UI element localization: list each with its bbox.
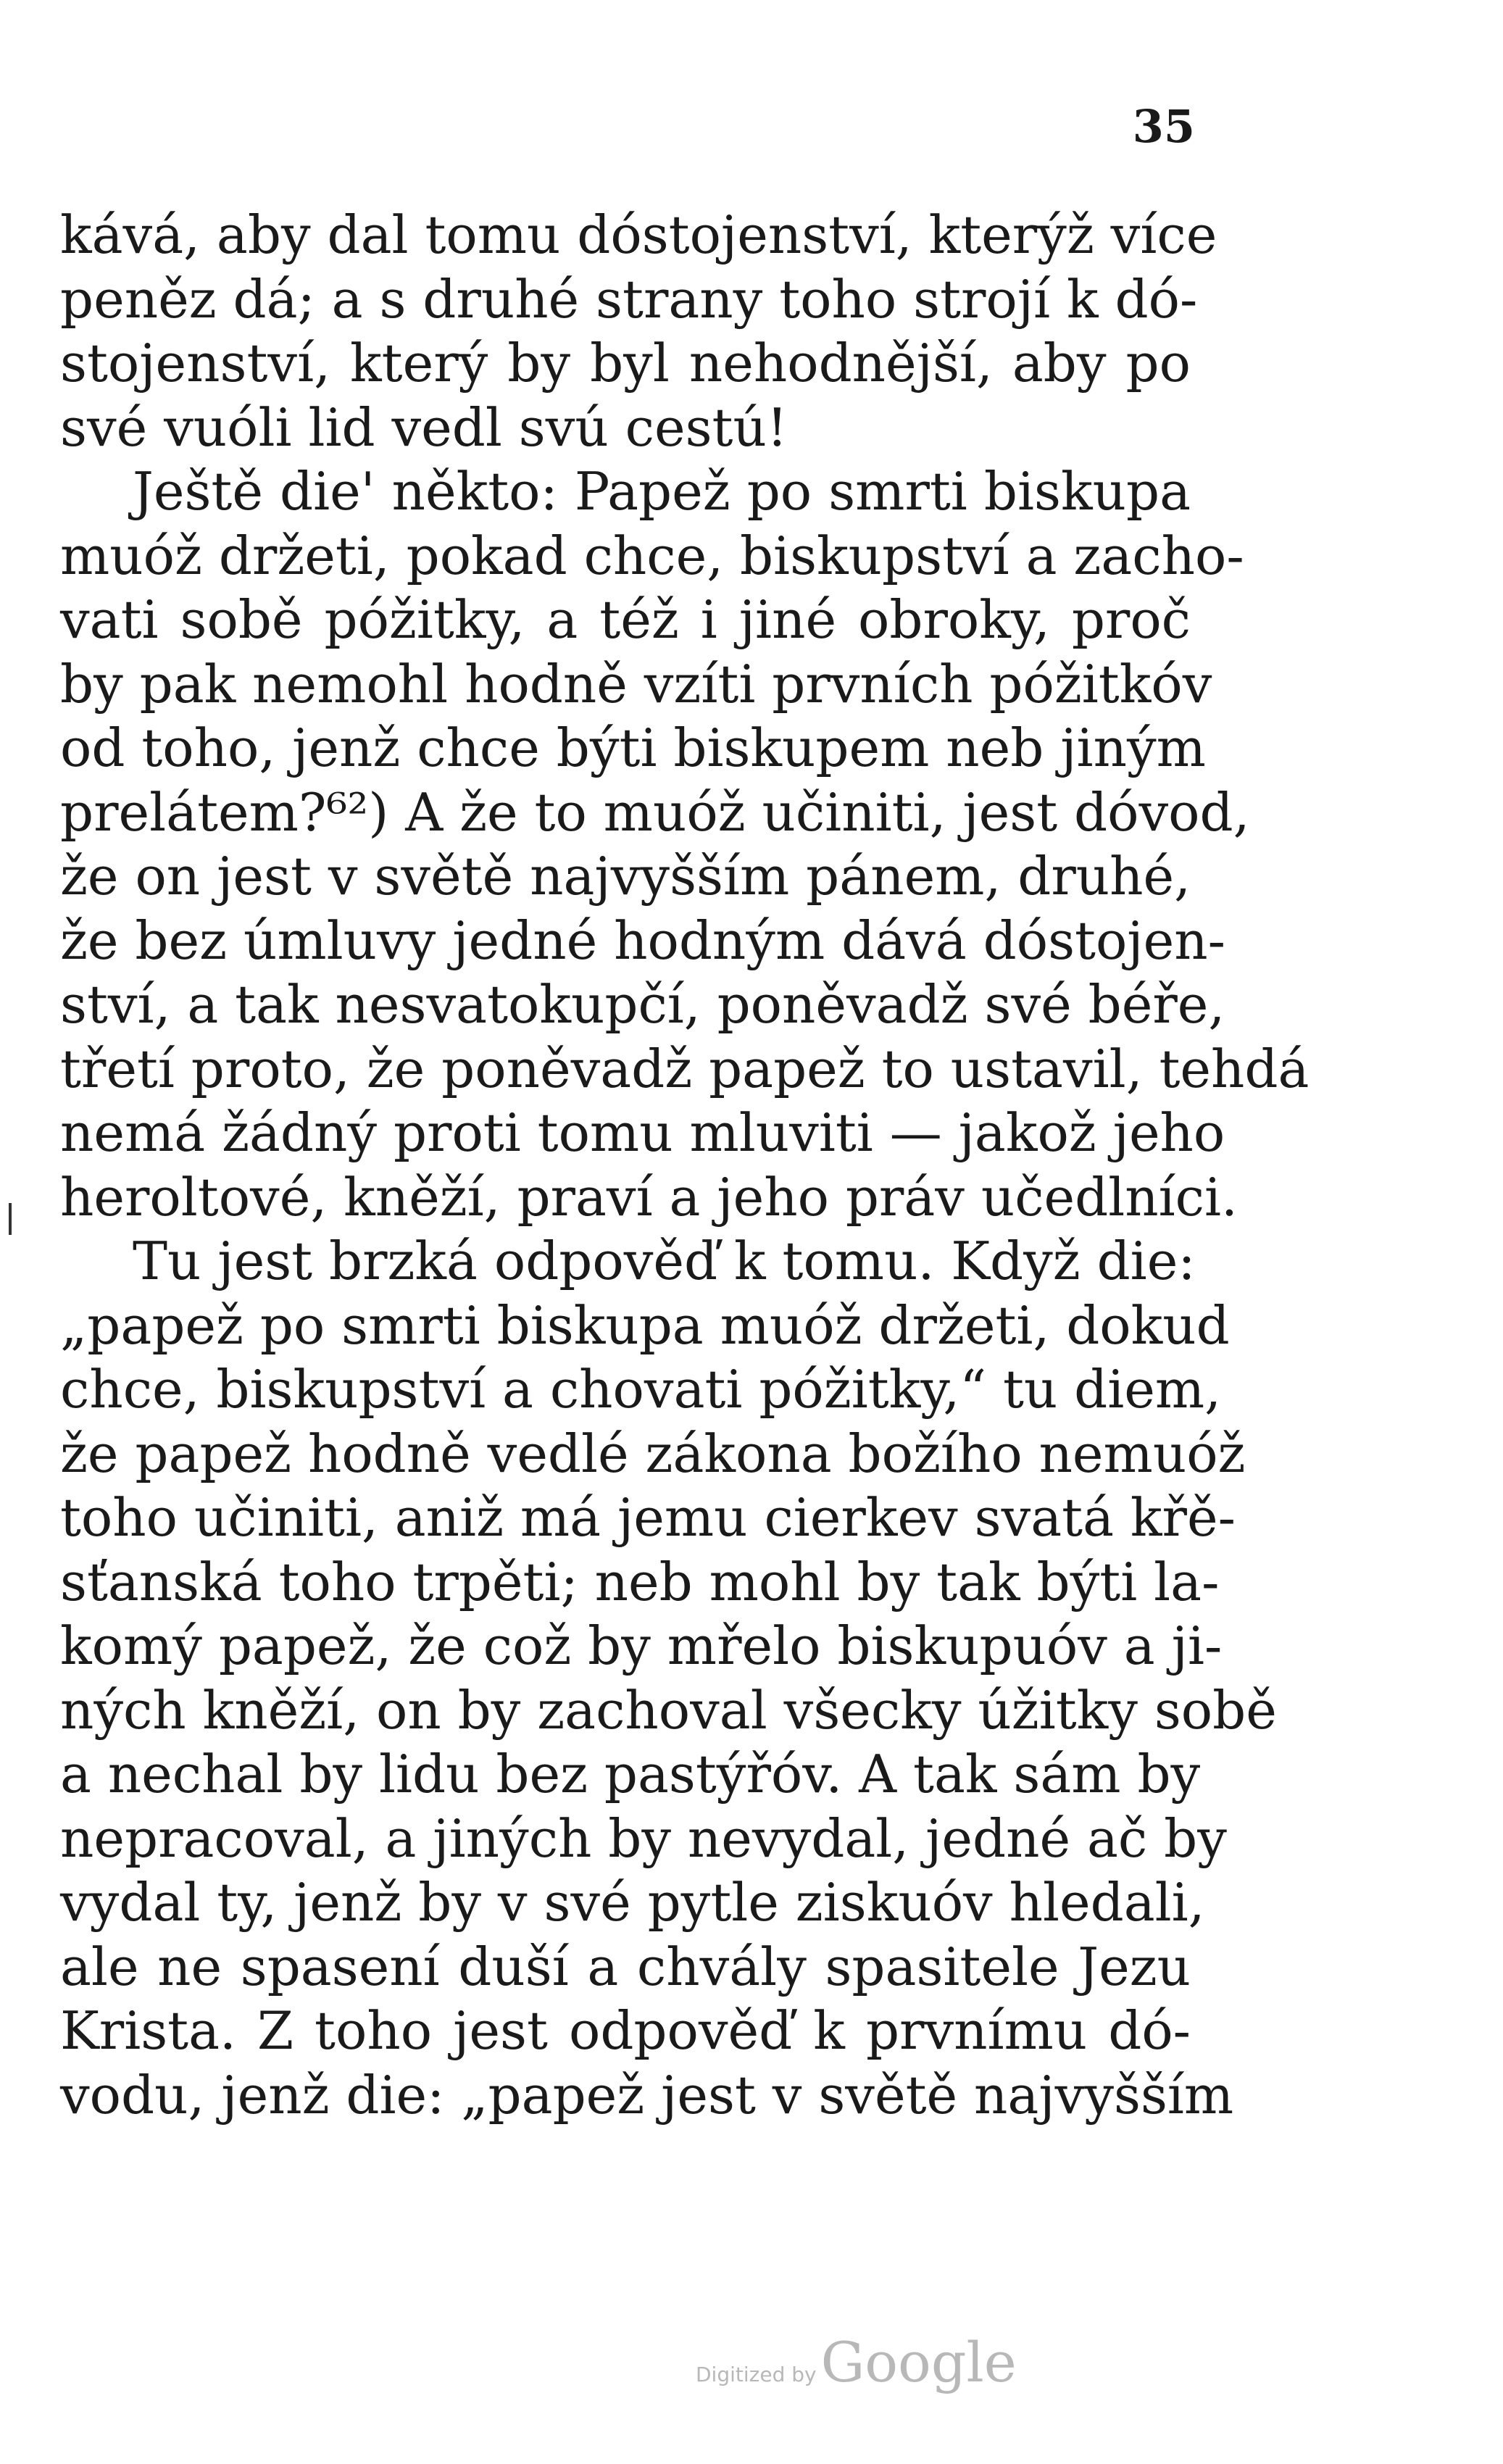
text-line-22: sťanská toho trpěti; neb mohl by tak býti la- xyxy=(60,1551,1220,1612)
text-line-19: chce, biskupství a chovati póžitky,“ tu diem, xyxy=(60,1359,1222,1420)
text-line-28: ale ne spasení duší a chvály spasitele Jezu xyxy=(60,1936,1191,1997)
text-line-13: ství, a tak nesvatokupčí, poněvadž své béře, xyxy=(60,974,1225,1035)
text-line-9: od toho, jenž chce býti biskupem neb jiným xyxy=(60,717,1206,778)
text-line-25: a nechal by lidu bez pastýřóv. A tak sám by xyxy=(60,1744,1201,1805)
text-line-15: nemá žádný proti tomu mluviti — jakož jeho xyxy=(60,1102,1225,1163)
page-number: 35 xyxy=(1132,100,1195,153)
text-line-18: „papež po smrti biskupa muóž držeti, dokud xyxy=(60,1294,1230,1356)
text-line-24: ných kněží, on by zachoval všecky úžitky sobě xyxy=(60,1679,1277,1741)
google-watermark xyxy=(696,2330,1017,2394)
text-line-30: vodu, jenž die: „papež jest v světě najvyšším xyxy=(60,2064,1234,2126)
text-line-14: třetí proto, že poněvadž papež to ustavil, tehdá xyxy=(60,1038,1310,1099)
text-line-29: Krista. Z toho jest odpověď k prvnímu dó- xyxy=(60,2000,1191,2061)
text-line-4: své vuóli lid vedl svú cestú! xyxy=(60,396,788,458)
text-line-16: heroltové, kněží, praví a jeho práv učedlníci. xyxy=(60,1166,1238,1228)
text-line-12: že bez úmluvy jedné hodným dává dóstojen- xyxy=(60,910,1225,971)
text-line-20: že papež hodně vedlé zákona božího nemuóž xyxy=(60,1423,1246,1484)
text-line-6: muóž držeti, pokad chce, biskupství a zacho- xyxy=(60,525,1244,586)
text-line-5: Ještě die' někto: Papež po smrti biskupa xyxy=(133,461,1191,522)
text-line-10: prelátem?⁶²) A že to muóž učiniti, jest dóvod, xyxy=(60,781,1250,843)
google-logo: Google xyxy=(820,2330,1017,2394)
text-line-11: že on jest v světě najvyšším pánem, druhé, xyxy=(60,846,1191,907)
text-line-21: toho učiniti, aniž má jemu cierkev svatá křě- xyxy=(60,1487,1236,1548)
text-line-2: peněz dá; a s druhé strany toho strojí k dó- xyxy=(60,268,1198,330)
text-line-7: vati sobě póžitky, a též i jiné obroky, proč xyxy=(60,589,1191,650)
text-line-17: Tu jest brzká odpověď k tomu. Když die: xyxy=(133,1231,1196,1291)
margin-mark xyxy=(9,1203,12,1235)
text-line-3: stojenství, který by byl nehodnější, aby po xyxy=(60,333,1191,394)
text-line-27: vydal ty, jenž by v své pytle ziskuóv hledali, xyxy=(60,1872,1205,1933)
text-line-26: nepracoval, a jiných by nevydal, jedné ač by xyxy=(60,1807,1227,1869)
watermark-prefix: Digitized by xyxy=(696,2363,817,2386)
text-line-23: komý papež, že což by mřelo biskupuóv a ji- xyxy=(60,1615,1223,1676)
body-text xyxy=(60,203,1310,2127)
text-line-8: by pak nemohl hodně vzíti prvních póžitkóv xyxy=(60,653,1212,715)
text-line-1: kává, aby dal tomu dóstojenství, kterýž více xyxy=(60,204,1217,265)
